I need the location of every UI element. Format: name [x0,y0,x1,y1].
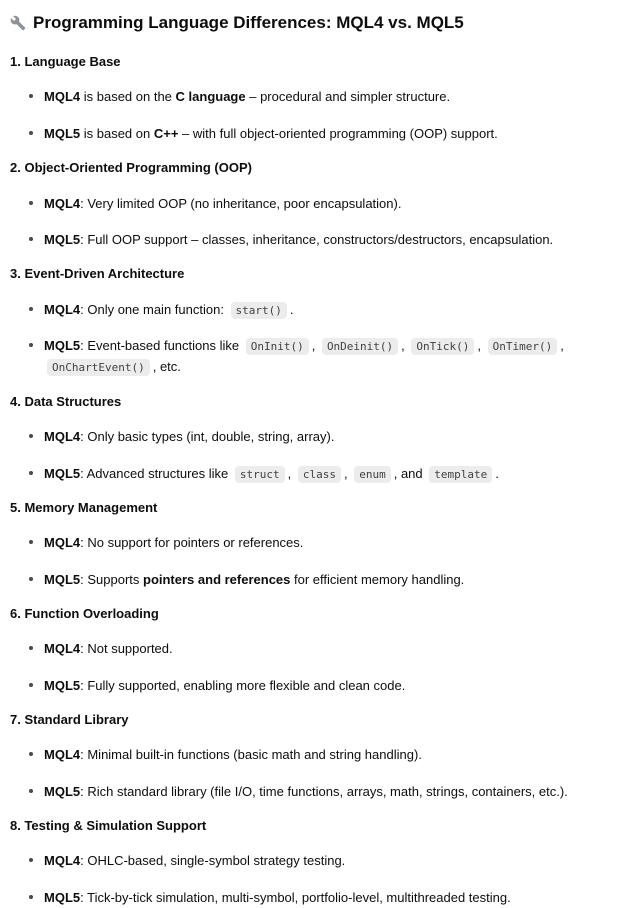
bold-text: MQL4 [44,195,81,211]
bold-text: MQL4 [44,429,81,445]
text-run: : No support for pointers or references. [80,535,304,551]
bullet-text [44,302,294,317]
text-run: – with full object-oriented programming (OOP) support. [178,125,498,141]
bullet-item [10,850,622,871]
bullet-list [10,850,622,908]
bold-text: MQL5 [44,125,81,141]
inline-code: OnTimer() [488,338,558,355]
inline-code: OnDeinit() [322,338,398,355]
bold-text: C++ [153,125,179,141]
section-heading: 1. Language Base [10,54,121,70]
bullet-dot [29,131,33,135]
inline-code: OnInit() [246,338,309,355]
text-run: is based on the [80,89,176,105]
bullet-item [10,569,622,590]
bold-text: MQL4 [44,641,81,657]
bold-text: MQL5 [44,465,81,481]
bullet-text [44,747,422,762]
bullet-dot [29,858,33,862]
text-run: : Minimal built-in functions (basic math and string handling). [80,747,422,763]
inline-code: template [429,466,492,483]
bullet-text [44,890,511,905]
bold-text: MQL4 [44,535,81,551]
text-run: : Event-based functions like [80,338,243,353]
text-run: , etc. [152,359,181,375]
bullet-list [10,299,622,378]
bullet-item [10,299,622,320]
bullet-list [10,86,622,144]
bullet-dot [29,94,33,98]
inline-code: OnTick() [411,338,474,355]
bullet-dot [29,237,33,241]
bullet-dot [29,789,33,793]
text-run: , [477,338,485,353]
page-title: Programming Language Differences: MQL4 vs. MQL5 [33,13,464,32]
inline-code: struct [235,466,285,483]
bullet-text [44,572,464,587]
bullet-text [44,89,450,104]
text-run: – procedural and simpler structure. [245,89,451,105]
section-heading: 7. Standard Library [10,712,129,728]
bullet-text [44,429,334,444]
bullet-dot [29,307,33,311]
bullet-text [44,196,401,211]
bullet-text [44,535,303,550]
bullet-item [10,86,622,107]
text-run: : Advanced structures like [80,465,232,481]
bullet-text [44,784,568,799]
inline-code: start() [231,302,287,319]
bullet-item [10,463,622,484]
inline-code: enum [354,466,391,483]
bullet-item [10,781,622,802]
bullet-dot [29,646,33,650]
bullet-dot [29,577,33,581]
text-run: , [311,338,319,353]
page-title-row [10,12,622,33]
section-heading: 6. Function Overloading [10,606,159,621]
bullet-item [10,887,622,908]
bullet-dot [29,540,33,544]
bullet-list [10,532,622,590]
text-run: : Full OOP support – classes, inheritance, constructors/destructors, encapsulation. [80,231,554,247]
bullet-item [10,229,622,250]
text-run: , [401,338,409,353]
section-heading: 8. Testing & Simulation Support [10,818,207,834]
text-run: , and [393,465,427,481]
bullet-dot [29,471,33,475]
text-run: : Not supported. [80,641,173,657]
text-run: : Fully supported, enabling more flexible and clean code. [80,677,406,693]
bullet-item [10,123,622,144]
bullet-dot [29,434,33,438]
text-run: : Only one main function: [80,301,228,317]
bullet-dot [29,895,33,899]
bullet-dot [29,343,33,347]
bullet-text [44,678,405,693]
bullet-item [10,335,622,378]
bold-text: MQL4 [44,89,81,105]
bold-text: MQL5 [44,677,81,693]
bold-text: MQL5 [44,889,81,905]
article [10,53,622,908]
bold-text: MQL4 [44,853,81,869]
bullet-item [10,638,622,659]
text-run: . [289,301,294,317]
bullet-dot [29,752,33,756]
bold-text: MQL5 [44,338,81,353]
bold-text: MQL4 [44,301,81,317]
bullet-item [10,193,622,214]
bold-text: MQL5 [44,231,81,247]
bullet-text [44,853,345,868]
inline-code: class [298,466,341,483]
bold-text: MQL5 [44,571,81,587]
bullet-dot [29,683,33,687]
text-run: is based on [80,125,154,141]
inline-code: OnChartEvent() [47,359,150,376]
bold-text: pointers and references [143,571,291,587]
bullet-text [44,126,498,141]
bold-text: MQL4 [44,747,81,763]
bullet-list [10,744,622,802]
bullet-item [10,532,622,553]
bullet-list [10,193,622,251]
text-run: : Only basic types (int, double, string, array). [80,429,335,445]
bullet-text [44,641,173,656]
bullet-text [44,232,553,247]
text-run: , [343,465,352,481]
text-run: : Tick-by-tick simulation, multi-symbol, portfolio-level, multithreaded testing. [80,889,511,905]
text-run: : OHLC-based, single-symbol strategy testing. [80,853,346,869]
text-run: : Very limited OOP (no inheritance, poor encapsulation). [80,195,402,211]
bold-text: MQL5 [44,783,81,799]
bullet-text [44,338,564,374]
section-heading: 4. Data Structures [10,393,122,409]
bold-text: C language [175,89,246,105]
wrench-icon [10,15,26,31]
section-heading: 2. Object-Oriented Programming (OOP) [10,160,252,176]
bullet-item [10,675,622,696]
section-heading: 3. Event-Driven Architecture [10,266,185,282]
text-run: , [560,338,564,353]
bullet-list [10,638,622,696]
text-run: : Rich standard library (file I/O, time functions, arrays, math, strings, containers, etc.). [80,783,568,799]
bullet-dot [29,201,33,205]
text-run: : Supports [80,571,143,587]
bullet-text [44,466,499,481]
bullet-item [10,426,622,447]
section-heading: 5. Memory Management [10,499,158,515]
text-run: . [495,465,499,481]
bullet-item [10,744,622,765]
text-run: for efficient memory handling. [290,571,465,587]
text-run: , [287,465,295,481]
bullet-list [10,426,622,484]
